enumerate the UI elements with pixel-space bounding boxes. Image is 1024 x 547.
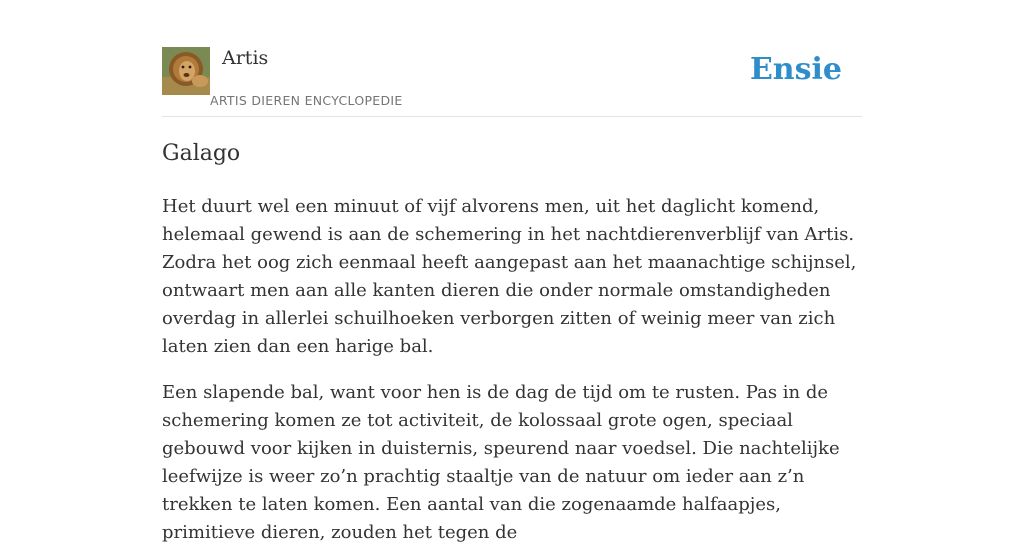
article-body (162, 138, 862, 547)
publication-name[interactable]: ARTIS DIEREN ENCYCLOPEDIE (210, 93, 403, 108)
article-title: Galago (162, 141, 241, 166)
page-header (162, 0, 862, 117)
lion-avatar-icon[interactable] (162, 47, 210, 95)
author-name[interactable]: Artis (222, 47, 269, 69)
ensie-logo[interactable]: Ensie (749, 52, 842, 87)
article-paragraph: Het duurt wel een minuut of vijf alvorens men, uit het daglicht komend, helemaal gewend is aan de schemering in het nachtdierenverblijf van Artis. Zodra het oog zich eenmaal heeft aangepast aan het maanachtige schijnsel, ontwaart men aan alle kanten dieren die onder normale omstandigheden overdag in allerlei schuilhoeken verborgen zitten of weinig meer van zich laten zien dan een harige bal. (162, 196, 857, 357)
article-paragraph: Een slapende bal, want voor hen is de dag de tijd om te rusten. Pas in de schemering komen ze tot activiteit, de kolossaal grote ogen, speciaal gebouwd voor kijken in duisternis, speurend naar voedsel. Die nachtelijke leefwijze is weer zo’n prachtig staaltje van de natuur om ieder aan z’n trekken te laten komen. Een aantal van die zogenaamde halfaapjes, primitieve dieren, zouden het tegen de (162, 382, 840, 543)
